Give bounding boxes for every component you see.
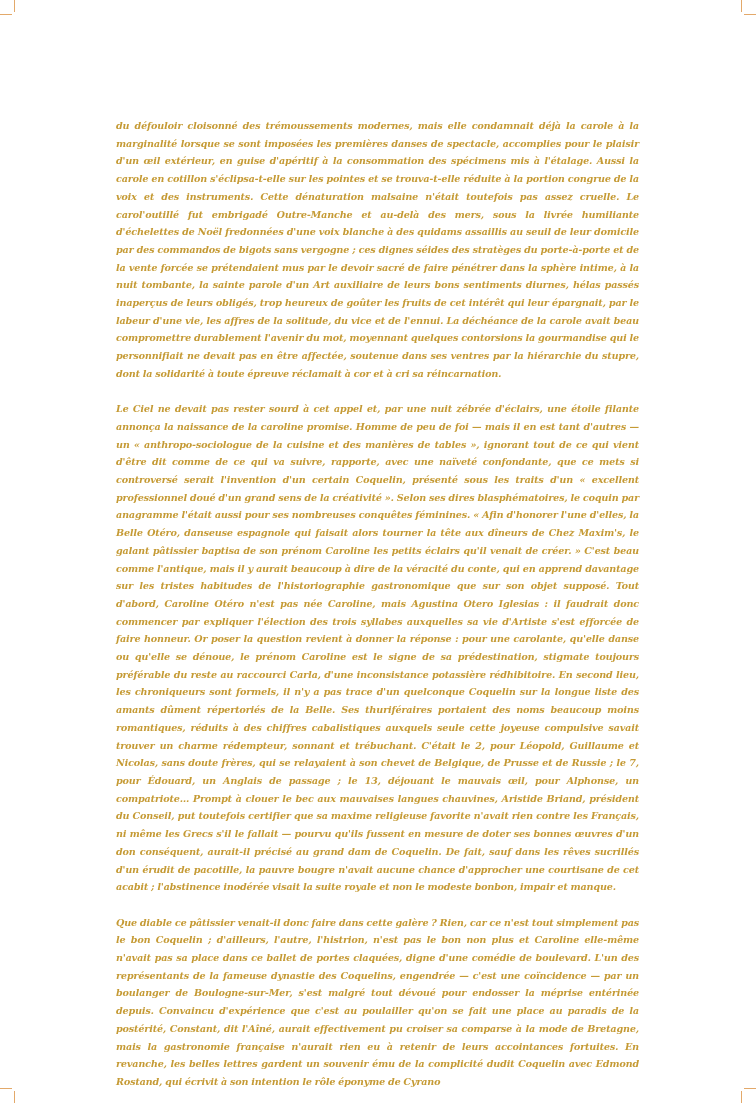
- crop-mark-bottom-left-h: [0, 1088, 12, 1089]
- crop-mark-top-right-h: [744, 14, 756, 15]
- paragraph: Que diable ce pâtissier venait-il donc faire dans cette galère ? Rien, car ce n'est tout simplement pas le bon Coquelin ; d'ailleurs, l'autre, l'histrion, n'est pas le bon non plus et Caroline elle-même n'avait pas sa place dans ce ballet de portes claquées, digne d'une comédie de boulevard. L'un des représentants de la fameuse dynastie des Coquelins, engendrée — c'est une coïncidence — par un boulanger de Boulogne-sur-Mer, s'est malgré tout dévoué pour endosser la méprise entérinée depuis. Convaincu d'expérience que c'est au poulailler qu'on se fait une place au paradis de la postérité, Constant, dit l'Aîné, aurait effectivement pu croiser sa comparse à la mode de Bretagne, mais la gastronomie française n'aurait rien eu à retenir de leurs accointances fortuites. En revanche, les belles lettres gardent un souvenir ému de la complicité dudit Coquelin avec Edmond Rostand, qui écrivit à son intention le rôle éponyme de Cyrano: [116, 917, 640, 1088]
- crop-mark-bottom-right-h: [744, 1088, 756, 1089]
- crop-mark-bottom-right-v: [741, 1091, 742, 1103]
- paragraph: Le Ciel ne devait pas rester sourd à cet appel et, par une nuit zébrée d'éclairs, une étoile filante annonça la naissance de la caroline promise. Homme de peu de foi — mais il en est tant d'autres — un « anthropo-sociologue de la cuisine et des manières de tables », ignorant tout de ce qui vient d'être dit comme de ce qui va suivre, rapporte, avec une naïveté confondante, que ce mets si controversé serait l'invention d'un certain Coquelin, présenté sous les traits d'un « excellent professionnel doué d'un grand sens de la créativité ». Selon ses dires blasphématoires, le coquin par anagramme l'était aussi pour ses nombreuses conquêtes féminines. « Afin d'honorer l'une d'elles, la Belle Otéro, danseuse espagnole qui faisait alors tourner la tête aux dîneurs de Chez Maxim's, le galant pâtissier baptisa de son prénom Caroline les petits éclairs qu'il venait de créer. » C'est beau comme l'antique, mais il y aurait beaucoup à dire de la véracité du conte, qui en apprend davantage sur les tristes habitudes de l'historiographie gastronomique que sur son objet supposé. Tout d'abord, Caroline Otéro n'est pas née Caroline, mais Agustina Otero Iglesias : il faudrait donc commencer par expliquer l'élection des trois syllabes auxquelles sa vie d'Artiste s'est efforcée de faire honneur. Or poser la question revient à donner la réponse : pour une carolante, qu'elle danse ou qu'elle se dénoue, le prénom Caroline est le signe de sa prédestination, stigmate toujours préférable du reste au raccourci Carla, d'une inconsistance potassière rédhibitoire. En second lieu, les chroniqueurs sont formels, il n'y a pas trace d'un quelconque Coquelin sur la longue liste des amants dûment répertoriés de la Belle. Ses thuriféraires portaient des noms beaucoup moins romantiques, réduits à des chiffres cabalistiques auxquels seule cette joyeuse compulsive savait trouver un charme rédempteur, sonnant et trébuchant. C'était le 2, pour Léopold, Guillaume et Nicolas, sans doute frères, qui se relayaient à son chevet de Belgique, de Prusse et de Russie ; le 7, pour Édouard, un Anglais de passage ; le 13, déjouant le mauvais œil, pour Alphonse, un compatriote… Prompt à clouer le bec aux mauvaises langues chauvines, Aristide Briand, président du Conseil, put toutefois certifier que sa maxime religieuse favorite n'avait rien contre les Français, ni même les Grecs s'il le fallait — pourvu qu'ils fussent en mesure de doter ses bonnes œuvres d'un don conséquent, aurait-il précisé au grand dam de Coquelin. De fait, sauf dans les rêves sucrillés d'un érudit de pacotille, la pauvre bougre n'avait aucune chance d'approcher une courtisane de cet acabit ; l'abstinence inodérée visait la suite royale et non le modeste bonbon, impair et manque.: [116, 404, 639, 894]
- crop-mark-top-right-v: [741, 0, 742, 12]
- crop-mark-top-left-v: [14, 0, 15, 12]
- crop-mark-bottom-left-v: [14, 1091, 15, 1103]
- body-text: [116, 118, 639, 1092]
- paragraph: du défouloir cloisonné des trémoussements modernes, mais elle condamnait déjà la carole à la marginalité lorsque se sont imposées les premières danses de spectacle, accomplies pour le plaisir d'un œil extérieur, en guise d'apéritif à la consommation des spécimens mis à l'étalage. Aussi la carole en cotillon s'éclipsa-t-elle sur les pointes et se trouva-t-elle réduite à la portion congrue de la voix et des instruments. Cette dénaturation malsaine n'était toutefois pas assez cruelle. Le carol'outillé fut embrigadé Outre-Manche et au-delà des mers, sous la livrée humiliante d'échelettes de Noël fredonnées d'une voix blanche à des quidams assaillis au seuil de leur domicile par des commandos de bigots sans vergogne ; ces dignes séides des stratèges du porte-à-porte et de la vente forcée se prétendaient mus par le devoir sacré de faire pénétrer dans la sphère intime, à la nuit tombante, la sainte parole d'un Art auxiliaire de leurs bons sentiments diurnes, hélas passés inaperçus de leurs obligés, trop heureux de goûter les fruits de cet intérêt qui leur épargnait, par le labeur d'une vie, les affres de la solitude, du vice et de l'ennui. La déchéance de la carole avait beau compromettre durablement l'avenir du mot, moyennant quelques contorsions la gourmandise qui le personnifiait ne devait pas en être affectée, soutenue dans ses ventres par la hiérarchie du stupre, dont la solidarité à toute épreuve réclamait à cor et à cri sa réincarnation.: [116, 121, 639, 380]
- crop-mark-top-left-h: [0, 14, 12, 15]
